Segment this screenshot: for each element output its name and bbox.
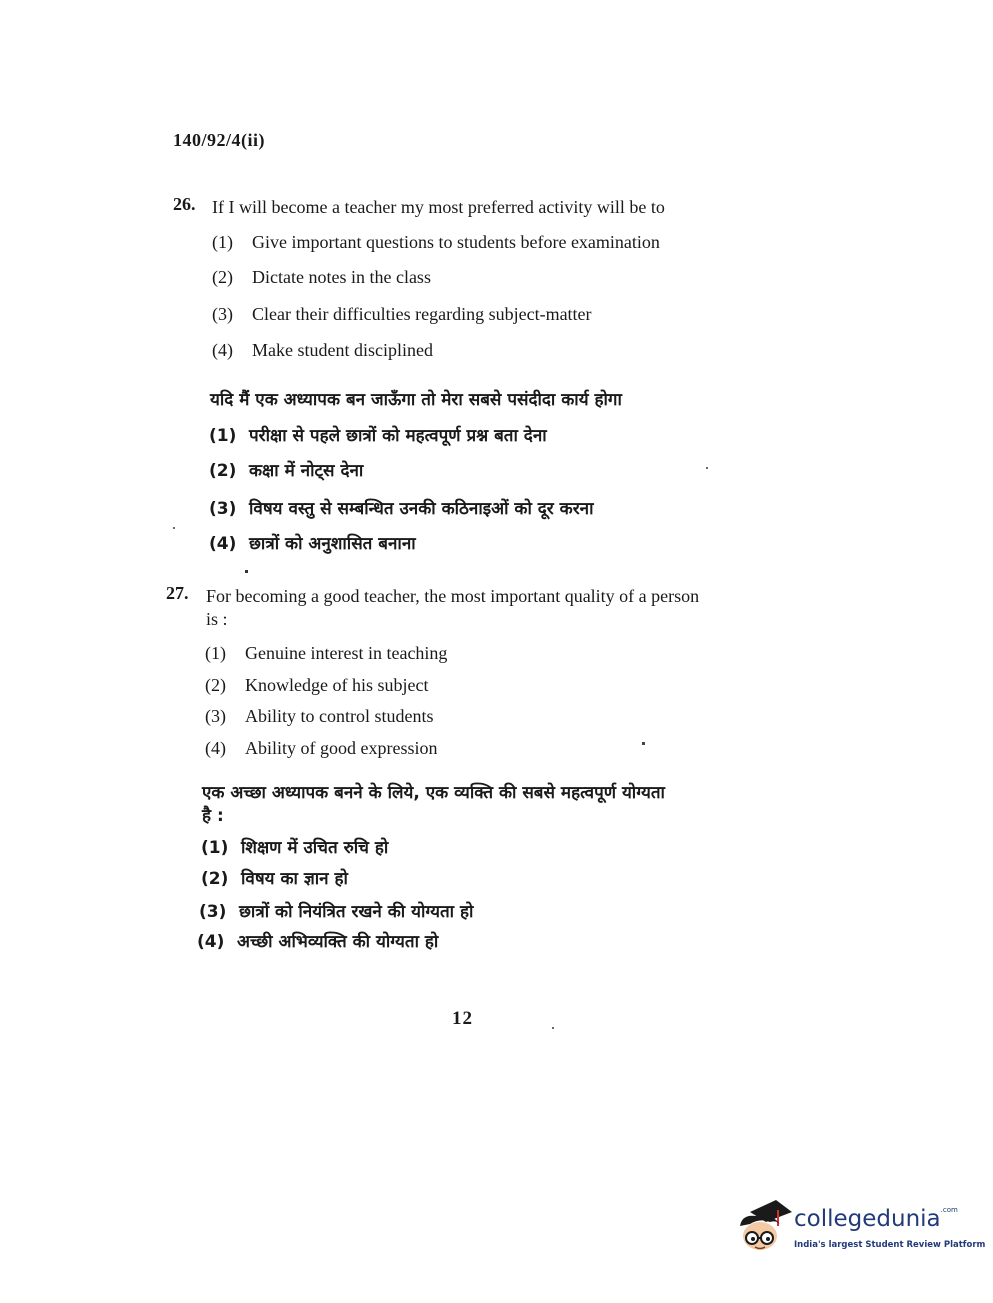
option-text: विषय का ज्ञान हो [241,869,348,889]
option-text: Knowledge of his subject [245,675,429,695]
option-text: अच्छी अभिव्यक्ति की योग्यता हो [237,932,439,952]
brand-name: collegedunia [794,1206,941,1232]
option-number: (2) [209,461,237,481]
option-text: विषय वस्तु से सम्बन्धित उनकी कठिनाइओं को दूर करना [249,499,594,519]
brand-suffix: .com [940,1206,958,1214]
scan-speck [642,742,645,745]
option-number: (1) [209,426,237,446]
option-hi-3 [209,496,594,519]
option-text: Dictate notes in the class [252,267,431,287]
option-text: छात्रों को नियंत्रित रखने की योग्यता हो [239,902,474,922]
option-hi-4 [209,531,416,554]
option-hi-3 [199,899,473,922]
option-number: (4) [209,534,237,554]
option-hi-1 [201,835,388,858]
option-en-3 [205,706,434,727]
option-text: परीक्षा से पहले छात्रों को महत्वपूर्ण प्रश्न बता देना [249,426,547,446]
scan-speck [173,527,175,529]
option-hi-2 [201,866,348,889]
option-number: (1) [201,838,229,858]
option-en-4 [212,340,433,361]
option-en-2 [205,675,428,696]
option-number: (3) [212,304,233,324]
option-text: Ability to control students [245,706,434,726]
option-text: कक्षा में नोट्स देना [249,461,364,481]
option-text: Ability of good expression [245,738,438,758]
option-number: (3) [209,499,237,519]
option-number: (4) [205,738,226,758]
question-number: 26. [173,194,196,214]
logo-tagline: India's largest Student Review Platform [794,1240,986,1250]
question-text-en-line2: is : [206,609,228,629]
option-number: (3) [199,902,227,922]
scan-speck [706,467,708,469]
option-text: Make student disciplined [252,340,433,360]
option-en-1 [205,643,447,664]
option-text: Clear their difficulties regarding subject-matter [252,304,592,324]
question-number: 27. [166,583,189,603]
mascot-icon [736,1196,794,1266]
option-text: Genuine interest in teaching [245,643,448,663]
paper-code: 140/92/4(ii) [173,130,265,150]
option-hi-2 [209,458,363,481]
option-text: शिक्षण में उचित रुचि हो [241,838,389,858]
question-text-hi: यदि मैं एक अध्यापक बन जाऊँगा तो मेरा सबसे पसंदीदा कार्य होगा [210,390,622,410]
option-number: (3) [205,706,226,726]
option-en-2 [212,267,431,288]
scan-speck [245,570,248,573]
option-en-1 [212,232,660,253]
page-number: 12 [452,1008,473,1029]
option-number: (2) [201,869,229,889]
question-text-hi-line1: एक अच्छा अध्यापक बनने के लिये, एक व्यक्ति की सबसे महत्वपूर्ण योग्यता [202,783,665,803]
option-number: (1) [212,232,233,252]
option-en-4 [205,738,437,759]
scan-speck [552,1027,554,1029]
option-number: (4) [212,340,233,360]
option-en-3 [212,304,592,325]
question-text-en-line1: For becoming a good teacher, the most important quality of a person [206,586,700,606]
question-text-hi-line2: है : [202,806,224,826]
option-hi-1 [209,423,547,446]
option-hi-4 [197,929,438,952]
collegedunia-logo [736,1196,986,1266]
question-text-en: If I will become a teacher my most preferred activity will be to [212,197,665,217]
option-number: (1) [205,643,226,663]
option-text: Give important questions to students before examination [252,232,660,252]
option-number: (2) [205,675,226,695]
option-number: (4) [197,932,225,952]
option-number: (2) [212,267,233,287]
logo-wordmark [794,1206,958,1232]
option-text: छात्रों को अनुशासित बनाना [249,534,416,554]
